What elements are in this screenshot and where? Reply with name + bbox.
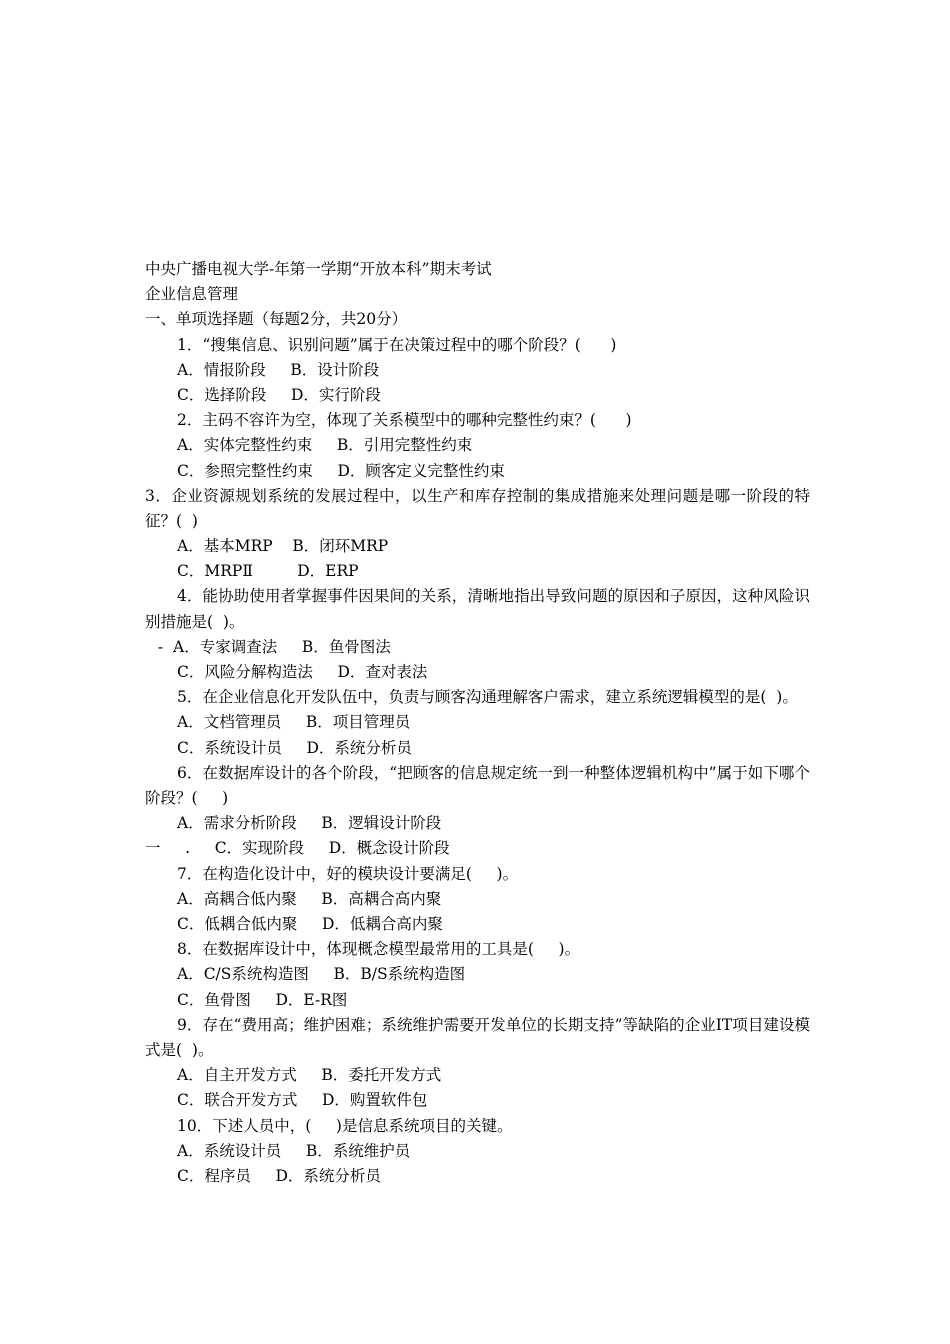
- question-7: 7．在构造化设计中，好的模块设计要满足( )。: [177, 864, 519, 883]
- question-10: 10．下述人员中，( )是信息系统项目的关键。: [177, 1116, 513, 1135]
- question-8-options-cd: C．鱼骨图 D．E-R图: [177, 990, 348, 1009]
- question-2-options-ab: A．实体完整性约束 B．引用完整性约束: [177, 436, 473, 455]
- question-10-options-cd: C．程序员 D．系统分析员: [177, 1166, 381, 1185]
- question-9: 9．存在“费用高；维护困难；系统维护需要开发单位的长期支持”等缺陷的企业IT项目建设模式是( )。: [145, 1015, 810, 1059]
- question-4: 4．能协助使用者掌握事件因果间的关系，清晰地指出导致问题的原因和子原因，这种风险识别措施是( )。: [145, 587, 810, 631]
- question-6-options-ab: A．需求分析阶段 B．逻辑设计阶段: [177, 814, 442, 833]
- question-3-options-cd: C．MRPⅡ D．ERP: [177, 562, 359, 581]
- question-5-options-ab: A．文档管理员 B．项目管理员: [177, 713, 411, 732]
- section-heading: 一、单项选择题（每题2分，共20分）: [145, 310, 408, 329]
- question-10-options-ab: A．系统设计员 B．系统维护员: [177, 1141, 411, 1160]
- question-7-options-cd: C．低耦合低内聚 D．低耦合高内聚: [177, 914, 443, 933]
- question-6: 6．在数据库设计的各个阶段，“把顾客的信息规定统一到一种整体逻辑机构中”属于如下哪个阶段？( ): [145, 763, 810, 808]
- question-5-options-cd: C．系统设计员 D．系统分析员: [177, 738, 412, 757]
- question-8: 8．在数据库设计中，体现概念模型最常用的工具是( )。: [177, 940, 581, 959]
- question-1-options-ab: A．情报阶段 B．设计阶段: [177, 360, 380, 379]
- question-5: 5．在企业信息化开发队伍中，负责与顾客沟通理解客户需求，建立系统逻辑模型的是( )。: [177, 688, 798, 707]
- question-8-options-ab: A．C/S系统构造图 B．B/S系统构造图: [177, 965, 466, 984]
- question-6-options-cd: 一 . C．实现阶段 D．概念设计阶段: [145, 839, 450, 858]
- exam-document: [145, 257, 810, 1189]
- question-4-options-ab: - A．专家调查法 B．鱼骨图法: [153, 637, 391, 656]
- question-9-options-ab: A．自主开发方式 B．委托开发方式: [177, 1066, 442, 1085]
- question-1: 1．“搜集信息、识别问题”属于在决策过程中的哪个阶段？( ): [177, 335, 617, 354]
- question-3: 3．企业资源规划系统的发展过程中，以生产和库存控制的集成措施来处理问题是哪一阶段的特征？( ): [145, 486, 810, 530]
- exam-title: 中央广播电视大学-年第一学期“开放本科”期末考试: [145, 260, 492, 278]
- question-4-options-cd: C．风险分解构造法 D．查对表法: [177, 663, 428, 682]
- question-7-options-ab: A．高耦合低内聚 B．高耦合高内聚: [177, 889, 442, 908]
- question-1-options-cd: C．选择阶段 D．实行阶段: [177, 385, 381, 404]
- subject-name: 企业信息管理: [145, 285, 239, 304]
- question-2: 2．主码不容许为空，体现了关系模型中的哪种完整性约束？( ): [177, 411, 632, 430]
- question-2-options-cd: C．参照完整性约束 D．顾客定义完整性约束: [177, 461, 505, 480]
- question-3-options-ab: A．基本MRP B．闭环MRP: [177, 537, 389, 556]
- question-9-options-cd: C．联合开发方式 D．购置软件包: [177, 1091, 428, 1110]
